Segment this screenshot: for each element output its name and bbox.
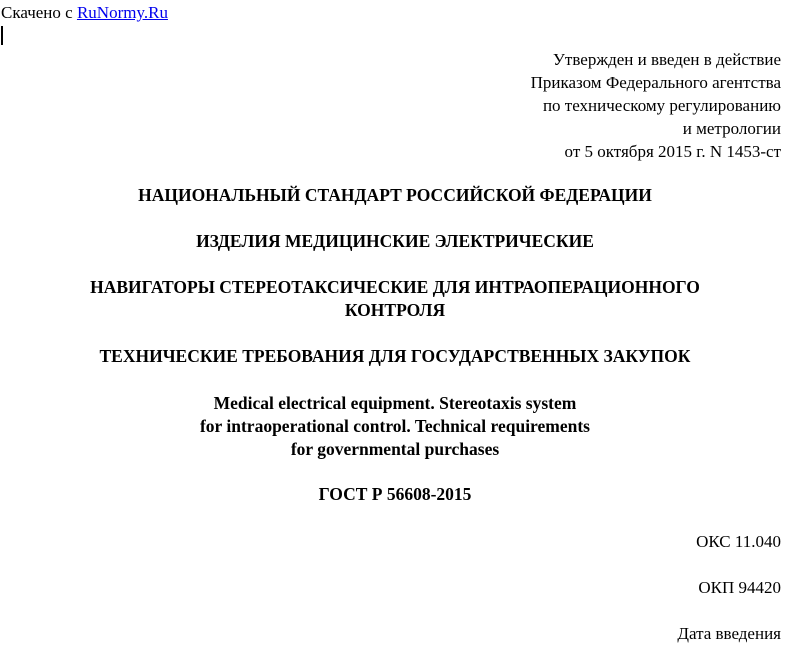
product-name-line: КОНТРОЛЯ <box>344 300 446 320</box>
english-title-line: Medical electrical equipment. Stereotaxis system <box>213 393 577 413</box>
oks-code: ОКС 11.040 <box>696 532 781 551</box>
text-cursor <box>1 26 3 45</box>
download-prefix: Скачено с <box>1 3 77 22</box>
standard-number-heading <box>0 483 790 506</box>
product-name-heading <box>0 276 790 322</box>
approval-line: Утвержден и введен в действие <box>552 50 781 69</box>
intro-date-label: Дата введения <box>677 624 781 643</box>
product-group-text: ИЗДЕЛИЯ МЕДИЦИНСКИЕ ЭЛЕКТРИЧЕСКИЕ <box>196 231 594 251</box>
runormy-link[interactable]: RuNormy.Ru <box>76 3 168 22</box>
approval-block <box>531 48 781 163</box>
download-source-line <box>1 3 168 23</box>
national-standard-text: НАЦИОНАЛЬНЫЙ СТАНДАРТ РОССИЙСКОЙ ФЕДЕРАЦИИ <box>138 185 652 205</box>
approval-line: и метрологии <box>682 119 781 138</box>
english-title-heading <box>0 392 790 461</box>
english-title-line: for intraoperational control. Technical requirements <box>199 416 590 436</box>
english-title-line: for governmental purchases <box>290 439 500 459</box>
approval-line: Приказом Федерального агентства <box>530 73 781 92</box>
approval-line: от 5 октября 2015 г. N 1453-ст <box>564 142 781 161</box>
product-group-heading <box>0 230 790 253</box>
standard-number-text: ГОСТ Р 56608-2015 <box>318 484 472 504</box>
national-standard-heading <box>0 184 790 207</box>
okp-code: ОКП 94420 <box>698 578 781 597</box>
approval-line: по техническому регулированию <box>542 96 781 115</box>
product-name-line: НАВИГАТОРЫ СТЕРЕОТАКСИЧЕСКИЕ ДЛЯ ИНТРАОПЕРАЦИОННОГО <box>90 277 700 297</box>
subject-heading <box>0 345 790 368</box>
subject-text: ТЕХНИЧЕСКИЕ ТРЕБОВАНИЯ ДЛЯ ГОСУДАРСТВЕННЫХ ЗАКУПОК <box>99 346 691 366</box>
